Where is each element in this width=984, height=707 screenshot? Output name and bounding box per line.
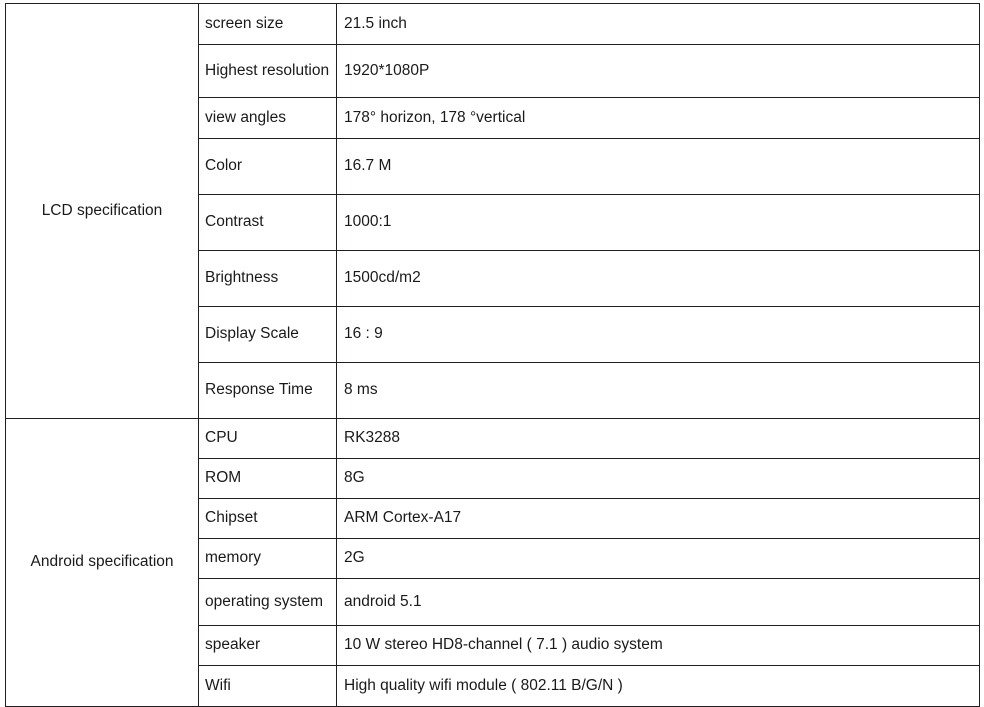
table-row: [6, 4, 980, 45]
row-value: ARM Cortex-A17: [337, 499, 980, 539]
table-row: [6, 419, 980, 459]
row-label: Color: [199, 139, 337, 195]
row-label: CPU: [199, 419, 337, 459]
row-value: 178° horizon, 178 °vertical: [337, 98, 980, 139]
row-label: Contrast: [199, 195, 337, 251]
row-label: view angles: [199, 98, 337, 139]
row-value: 8G: [337, 459, 980, 499]
row-label: Chipset: [199, 499, 337, 539]
group-label-android: Android specification: [6, 419, 199, 707]
row-value: High quality wifi module ( 802.11 B/G/N ): [337, 666, 980, 707]
row-value: 1920*1080P: [337, 45, 980, 98]
row-label: screen size: [199, 4, 337, 45]
row-value: 16 : 9: [337, 307, 980, 363]
row-label: speaker: [199, 626, 337, 666]
row-label: memory: [199, 539, 337, 579]
row-value: 21.5 inch: [337, 4, 980, 45]
row-value: 10 W stereo HD8-channel ( 7.1 ) audio system: [337, 626, 980, 666]
group-label-lcd: LCD specification: [6, 4, 199, 419]
row-label: Brightness: [199, 251, 337, 307]
row-value: 2G: [337, 539, 980, 579]
row-label: Highest resolution: [199, 45, 337, 98]
specification-table: [5, 3, 980, 707]
row-label: Response Time: [199, 363, 337, 419]
row-label-text: operating system: [205, 592, 324, 610]
row-value: 8 ms: [337, 363, 980, 419]
row-label: ROM: [199, 459, 337, 499]
row-value: android 5.1: [337, 579, 980, 626]
row-label: [199, 579, 337, 626]
row-label: Display Scale: [199, 307, 337, 363]
row-value: 1000:1: [337, 195, 980, 251]
row-label: Wifi: [199, 666, 337, 707]
row-value: 1500cd/m2: [337, 251, 980, 307]
row-value: 16.7 M: [337, 139, 980, 195]
row-value: RK3288: [337, 419, 980, 459]
